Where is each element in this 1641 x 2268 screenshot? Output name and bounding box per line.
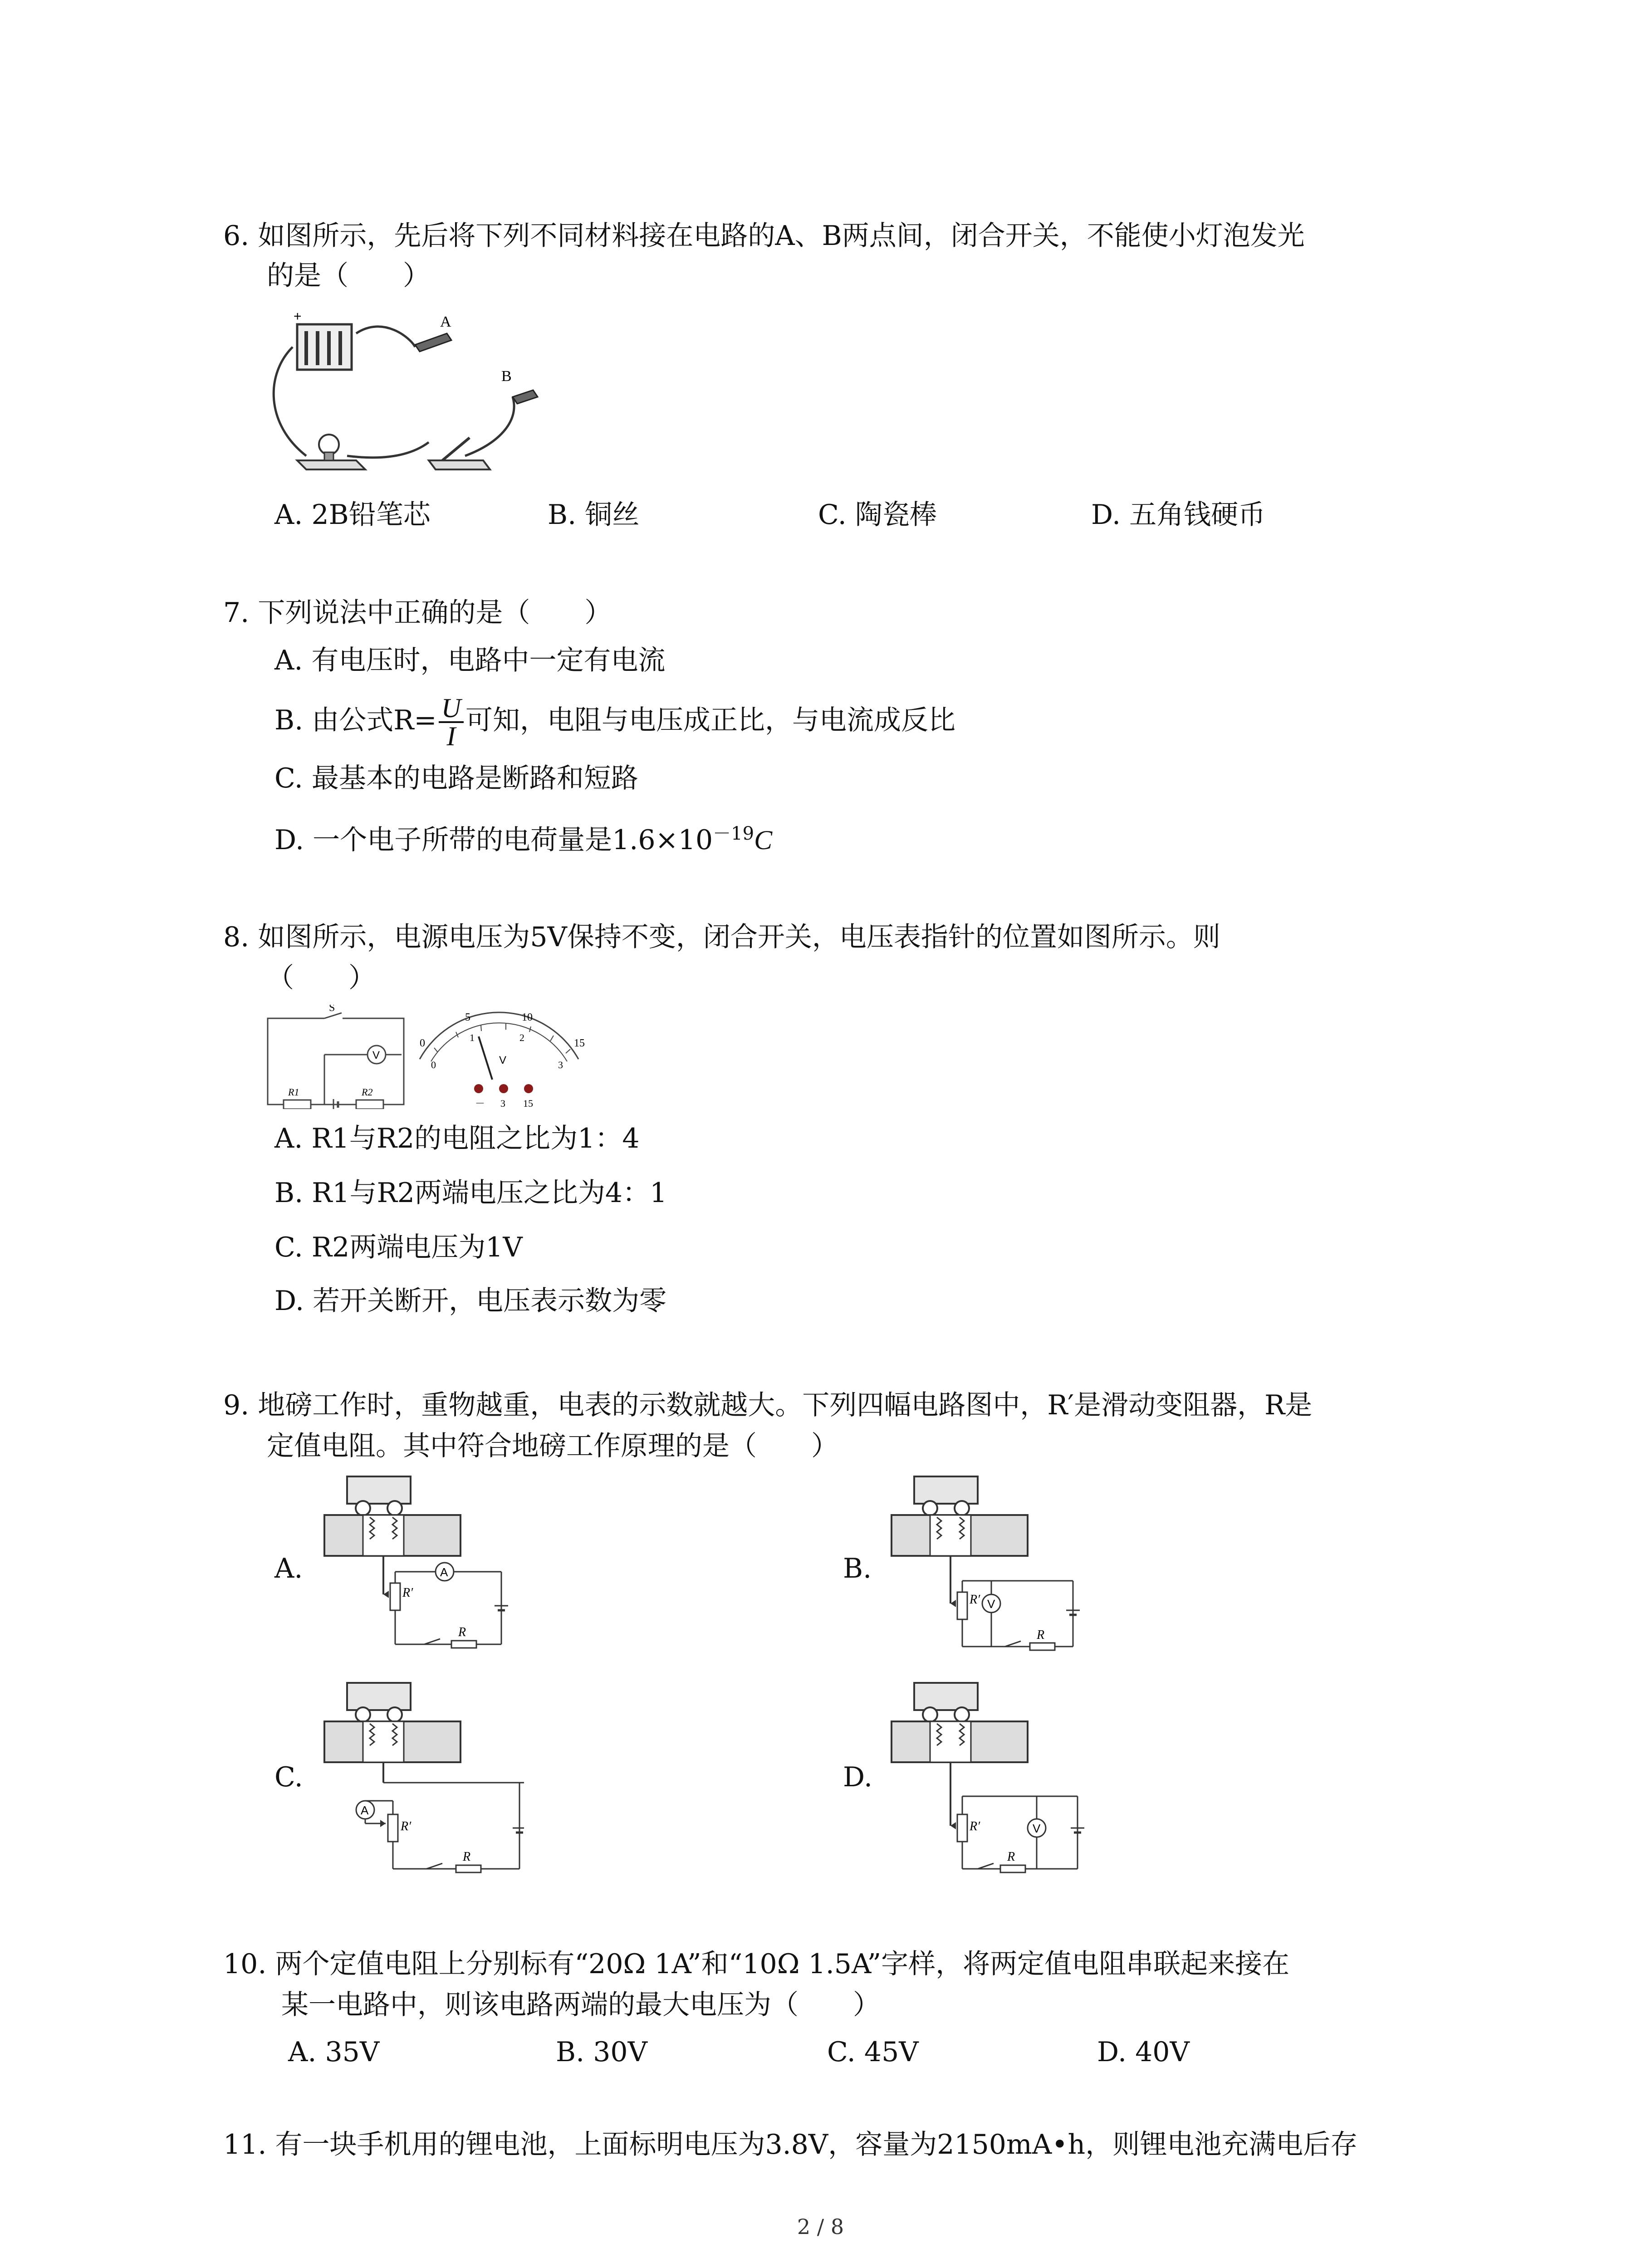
q8-scale-top-5: 5 (465, 1012, 470, 1023)
q6-option-b: B. 铜丝 (548, 499, 640, 531)
q7-option-d (274, 816, 772, 857)
q10-stem-line2: 某一电路中，则该电路两端的最大电压为（ ） (281, 1989, 880, 2021)
q8-terminal-15: 15 (523, 1098, 533, 1109)
q8-voltmeter-label: V (372, 1049, 380, 1061)
q8-scale-bottom-1: 1 (470, 1032, 475, 1043)
q9-stem-line2: 定值电阻。其中符合地磅工作原理的是（ ） (267, 1430, 838, 1462)
q8-scale-top-0: 0 (420, 1037, 425, 1049)
q8-stem-line1: 8. 如图所示，电源电压为5V保持不变，闭合开关，电压表指针的位置如图所示。则 (223, 921, 1220, 953)
q7-fraction-denominator: I (446, 721, 456, 752)
q9-figure-c (320, 1678, 524, 1887)
q9-label-d: D. (843, 1761, 873, 1793)
q9c-rprime-label: R′ (401, 1819, 411, 1833)
q8-option-c: C. R2两端电压为1V (274, 1232, 523, 1263)
q7-fraction (439, 693, 464, 752)
q6-label-a: A (440, 313, 451, 330)
q7-option-d-prefix: D. 一个电子所带的电荷量是1.6×10 (274, 824, 713, 856)
q8-r1-label: R1 (288, 1086, 299, 1098)
q8-circuit-figure (265, 1005, 601, 1109)
q9-label-c: C. (274, 1761, 303, 1793)
q6-option-c: C. 陶瓷棒 (818, 499, 937, 531)
q9-label-b: B. (843, 1553, 872, 1584)
q6-stem-line1: 6. 如图所示，先后将下列不同材料接在电路的A、B两点间，闭合开关，不能使小灯泡发光 (223, 220, 1305, 252)
q9-figure-b (887, 1472, 1091, 1667)
q7-option-a: A. 有电压时，电路中一定有电流 (274, 645, 666, 676)
q6-option-a: A. 2B铅笔芯 (274, 499, 431, 531)
q10-stem-line1: 10. 两个定值电阻上分别标有“20Ω 1A”和“10Ω 1.5A”字样，将两定值电阻串联起来接在 (223, 1948, 1290, 1980)
q9d-rprime-label: R′ (970, 1819, 980, 1833)
q7-option-c: C. 最基本的电路是断路和短路 (274, 763, 638, 794)
q8-r2-label: R2 (362, 1086, 373, 1098)
q6-stem-line2: 的是（ ） (267, 260, 430, 292)
q11-stem-line1: 11. 有一块手机用的锂电池，上面标明电压为3.8V，容量为2150mA•h，则锂电池充满电后存 (223, 2129, 1358, 2160)
q6-circuit-figure (265, 306, 560, 497)
q9a-meter-label: A (440, 1565, 448, 1579)
page-number: 2 / 8 (797, 2214, 844, 2239)
q7-stem: 7. 下列说法中正确的是（ ） (223, 597, 612, 629)
q10-option-a: A. 35V (288, 2036, 380, 2068)
q7-option-b-suffix: 可知，电阻与电压成正比，与电流成反比 (465, 704, 956, 736)
q9d-r-label: R (1007, 1850, 1015, 1864)
q9a-rprime-label: R′ (402, 1586, 413, 1600)
q9-stem-line1: 9. 地磅工作时，重物越重，电表的示数就越大。下列四幅电路图中，R′是滑动变阻器，R是 (223, 1389, 1313, 1421)
q9c-r-label: R (463, 1850, 471, 1864)
q8-option-b: B. R1与R2两端电压之比为4：1 (274, 1177, 667, 1209)
q7-option-b (274, 693, 956, 752)
q7-option-d-unit: C (754, 825, 773, 855)
q10-option-b: B. 30V (556, 2036, 647, 2068)
q8-scale-bottom-0: 0 (431, 1059, 436, 1070)
q9b-r-label: R (1037, 1628, 1045, 1642)
q7-fraction-numerator: U (439, 695, 464, 723)
q9c-meter-label: A (361, 1804, 369, 1817)
q8-scale-bottom-3: 3 (558, 1059, 563, 1070)
q9-label-a: A. (274, 1553, 303, 1584)
q8-scale-bottom-2: 2 (519, 1032, 524, 1043)
q10-option-c: C. 45V (827, 2036, 919, 2068)
q7-option-b-prefix: B. 由公式R= (274, 704, 437, 736)
q6-plus-label: + (294, 309, 302, 324)
q9-figure-a (320, 1472, 524, 1667)
q9b-meter-label: V (987, 1597, 995, 1611)
q7-option-d-exponent: －19 (713, 823, 754, 844)
q8-option-d: D. 若开关断开，电压表示数为零 (274, 1285, 667, 1317)
q8-terminal-minus: － (475, 1098, 485, 1109)
q8-terminal-3: 3 (500, 1098, 505, 1109)
q9a-r-label: R (458, 1625, 466, 1639)
q9d-meter-label: V (1033, 1822, 1041, 1835)
q8-scale-top-10: 10 (522, 1012, 533, 1023)
q6-label-b: B (501, 368, 512, 385)
q9-figure-d (887, 1678, 1091, 1887)
q8-meter-v-label: V (499, 1054, 507, 1066)
q8-scale-top-15: 15 (574, 1037, 585, 1049)
q8-option-a: A. R1与R2的电阻之比为1：4 (274, 1123, 640, 1154)
q8-switch-label: S (329, 1005, 335, 1014)
q9b-rprime-label: R′ (970, 1593, 980, 1607)
q10-option-d: D. 40V (1097, 2036, 1190, 2068)
q8-stem-line2: （ ） (267, 962, 376, 994)
q6-option-d: D. 五角钱硬币 (1091, 499, 1266, 531)
